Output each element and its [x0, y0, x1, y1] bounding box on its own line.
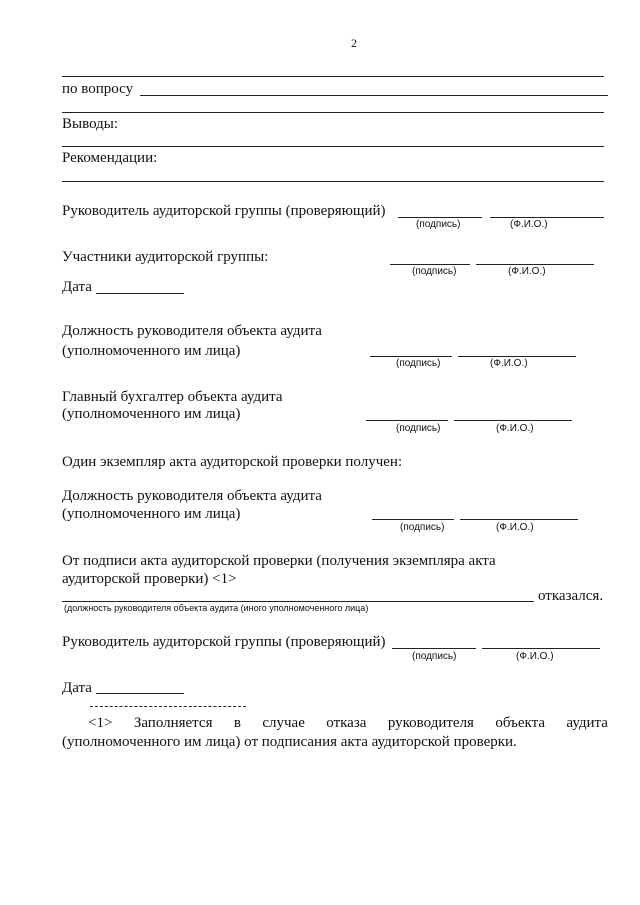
refusal-position-line — [62, 601, 534, 602]
signature-caption: (подпись) — [412, 266, 457, 277]
recommendations-line — [62, 181, 604, 182]
head-audit-group-label: Руководитель аудиторской группы (проверяющий) — [62, 203, 386, 219]
head-audit-group-label-b: Руководитель аудиторской группы (проверяющий) — [62, 634, 386, 650]
footnote-word: отказа — [326, 715, 367, 731]
signature-caption: (подпись) — [396, 423, 441, 434]
fio-caption: (Ф.И.О.) — [508, 266, 546, 277]
signature-line — [366, 420, 448, 421]
head-object-label-line2-b: (уполномоченного им лица) — [62, 506, 241, 522]
question-line — [140, 95, 608, 96]
footnote-line2: (уполномоченного им лица) от подписания акта аудиторской проверки. — [62, 734, 517, 750]
date-line — [96, 693, 184, 694]
fio-line — [454, 420, 572, 421]
footnote-word: руководителя — [387, 715, 474, 731]
fio-line — [458, 356, 576, 357]
date-label: Дата — [62, 279, 92, 295]
footnote-separator — [90, 706, 246, 707]
recommendations-label: Рекомендации: — [62, 150, 158, 166]
blank-line — [62, 112, 604, 113]
signature-caption: (подпись) — [412, 651, 457, 662]
signature-line — [390, 264, 470, 265]
footnote-word: аудита — [566, 715, 608, 731]
signature-line — [392, 648, 476, 649]
signature-caption: (подпись) — [416, 219, 461, 230]
refused-text: отказался. — [538, 588, 604, 604]
fio-caption: (Ф.И.О.) — [496, 522, 534, 533]
fio-caption: (Ф.И.О.) — [510, 219, 548, 230]
refusal-caption: (должность руководителя объекта аудита (иного уполномоченного лица) — [64, 603, 369, 613]
date-line — [96, 293, 184, 294]
fio-line — [476, 264, 594, 265]
members-audit-group-label: Участники аудиторской группы: — [62, 249, 269, 265]
footnote-word: в — [233, 715, 241, 731]
conclusions-line — [62, 146, 604, 147]
refusal-label-line2: аудиторской проверки) <1> — [62, 571, 237, 587]
signature-line — [370, 356, 452, 357]
question-label: по вопросу — [62, 81, 134, 97]
signature-caption: (подпись) — [396, 358, 441, 369]
fio-line — [490, 217, 604, 218]
signature-line — [372, 519, 454, 520]
copy-received-label: Один экземпляр акта аудиторской проверки получен: — [62, 454, 403, 470]
fio-caption: (Ф.И.О.) — [516, 651, 554, 662]
head-object-label-line1-b: Должность руководителя объекта аудита — [62, 488, 322, 504]
head-object-label-line2: (уполномоченного им лица) — [62, 343, 241, 359]
footnote-line1 — [88, 714, 608, 732]
chief-accountant-label-line1: Главный бухгалтер объекта аудита — [62, 389, 283, 405]
footnote-word: Заполняется — [133, 715, 213, 731]
signature-caption: (подпись) — [400, 522, 445, 533]
blank-line — [62, 76, 604, 77]
conclusions-label: Выводы: — [62, 116, 119, 132]
fio-line — [460, 519, 578, 520]
page-number: 2 — [351, 36, 357, 50]
signature-line — [398, 217, 482, 218]
date-label-b: Дата — [62, 680, 92, 696]
footnote-word: объекта — [495, 715, 546, 731]
fio-caption: (Ф.И.О.) — [496, 423, 534, 434]
footnote-word: случае — [262, 715, 305, 731]
fio-caption: (Ф.И.О.) — [490, 358, 528, 369]
refusal-label-line1: От подписи акта аудиторской проверки (получения экземпляра акта — [62, 553, 496, 569]
footnote-marker: <1> — [88, 715, 113, 731]
chief-accountant-label-line2: (уполномоченного им лица) — [62, 406, 241, 422]
head-object-label-line1: Должность руководителя объекта аудита — [62, 323, 322, 339]
fio-line — [482, 648, 600, 649]
